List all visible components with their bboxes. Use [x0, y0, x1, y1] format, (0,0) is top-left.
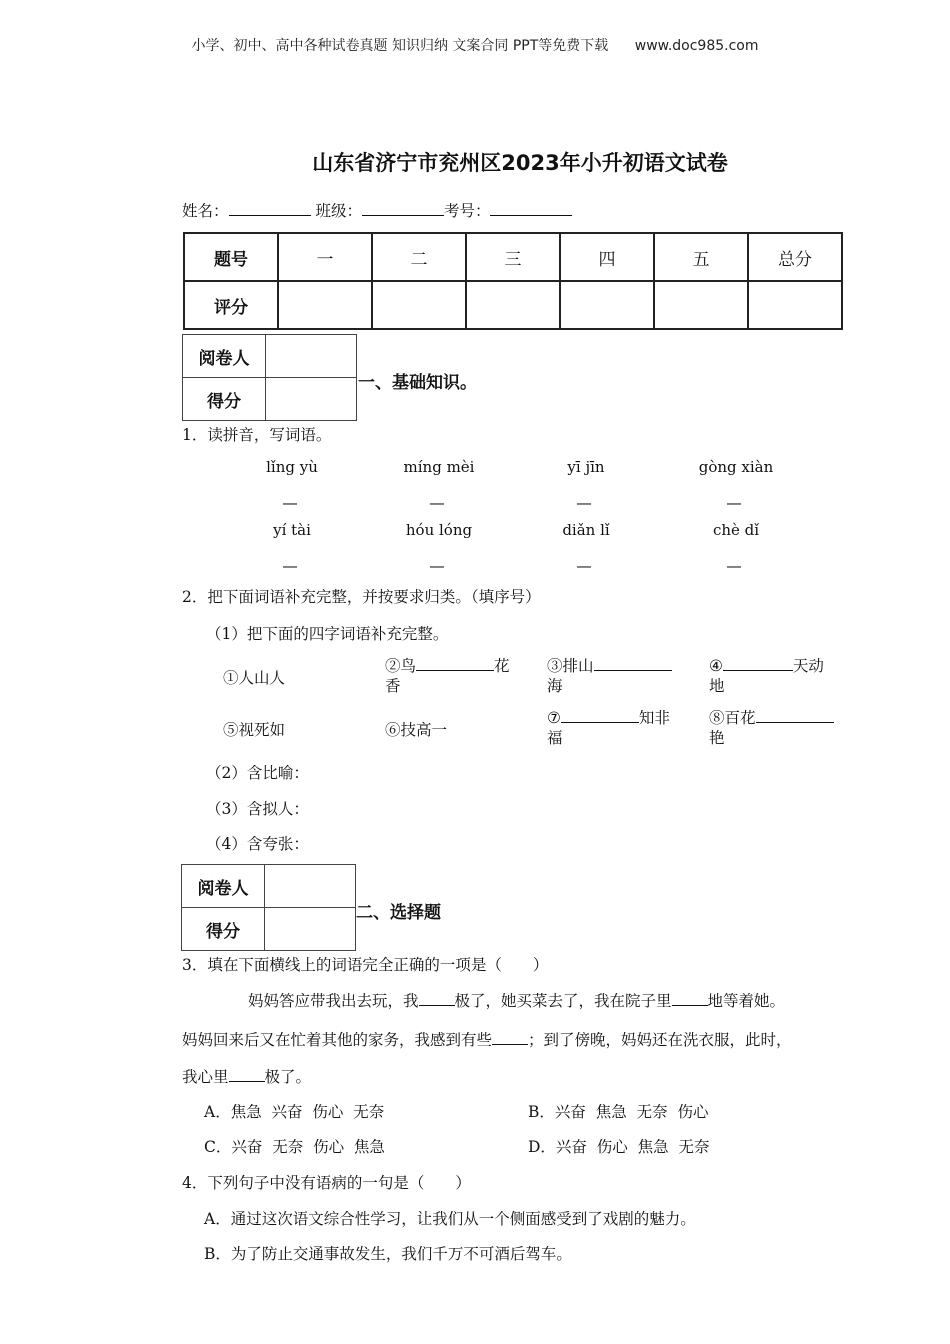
q3-option-a[interactable]: A．焦急 兴奋 伤心 无奈: [204, 1103, 385, 1121]
score-cell[interactable]: [266, 378, 357, 421]
column-total: 总分: [748, 233, 842, 281]
q2-sub1: （1）把下面的四字词语补充完整。: [206, 625, 449, 643]
q4-stem: 4．下列句子中没有语病的一句是（ ）: [182, 1174, 471, 1192]
pinyin: gòng xiàn: [698, 458, 774, 476]
idiom-4: ④ 天动 地: [709, 657, 824, 695]
pinyin: hóu lóng: [405, 521, 473, 539]
q3-option-b[interactable]: B．兴奋 焦急 无奈 伤心: [528, 1103, 709, 1121]
answer-blank[interactable]: [672, 991, 708, 1006]
column-5: 五: [654, 233, 748, 281]
score-cell[interactable]: [466, 281, 560, 329]
q3-passage-line-3: 我心里 极了。: [182, 1068, 312, 1086]
reviewer-box-2: [181, 864, 356, 951]
q2-sub4: （4）含夸张：: [206, 835, 309, 853]
score-cell[interactable]: [265, 908, 356, 951]
reviewer-label: 阅卷人: [183, 335, 266, 378]
q2-stem: 2．把下面词语补充完整，并按要求归类。（填序号）: [182, 588, 541, 606]
score-cell[interactable]: [748, 281, 842, 329]
answer-blank[interactable]: —: [726, 494, 742, 512]
answer-blank[interactable]: —: [726, 557, 742, 575]
idiom-5: ⑤视死如: [223, 721, 286, 739]
q1-stem: 1．读拼音，写词语。: [182, 426, 332, 444]
section-1-title: 一、基础知识。: [358, 373, 477, 393]
idiom-6: ⑥技高一: [385, 721, 448, 739]
score-table-header-row: [184, 233, 842, 281]
score-label: 得分: [182, 908, 265, 951]
idiom-blank[interactable]: [561, 708, 639, 723]
site-link[interactable]: www.doc985.com: [634, 38, 759, 54]
q4-option-a[interactable]: A．通过这次语文综合性学习，让我们从一个侧面感受到了戏剧的魅力。: [204, 1210, 696, 1228]
answer-blank[interactable]: [419, 991, 455, 1006]
column-2: 二: [372, 233, 466, 281]
idiom-blank[interactable]: [594, 656, 672, 671]
reviewer-cell[interactable]: [265, 865, 356, 908]
answer-blank[interactable]: [229, 1067, 265, 1082]
score-cell[interactable]: [278, 281, 372, 329]
idiom-8: ⑧百花 艳: [709, 708, 844, 748]
q3-option-c[interactable]: C．兴奋 无奈 伤心 焦急: [204, 1138, 385, 1156]
q3-stem: 3．填在下面横线上的词语完全正确的一项是（ ）: [182, 956, 549, 974]
idiom-blank[interactable]: [416, 656, 494, 671]
score-cell[interactable]: [654, 281, 748, 329]
class-label: 班级：: [315, 202, 362, 220]
q2-sub3: （3）含拟人：: [206, 800, 309, 818]
column-1: 一: [278, 233, 372, 281]
q4-option-b[interactable]: B．为了防止交通事故发生，我们千万不可酒后驾车。: [204, 1245, 572, 1263]
answer-blank[interactable]: [492, 1030, 528, 1045]
answer-blank[interactable]: —: [282, 557, 298, 575]
score-label: 评分: [184, 281, 278, 329]
q3-option-d[interactable]: D．兴奋 伤心 焦急 无奈: [528, 1138, 710, 1156]
score-cell[interactable]: [372, 281, 466, 329]
score-table-score-row: [184, 281, 842, 329]
column-4: 四: [560, 233, 654, 281]
banner-text: 小学、初中、高中各种试卷真题 知识归纳 文案合同 PPT等免费下载: [191, 38, 609, 54]
idiom-blank[interactable]: [723, 656, 793, 671]
reviewer-cell[interactable]: [266, 335, 357, 378]
student-info-line: [182, 199, 572, 221]
answer-blank[interactable]: —: [282, 494, 298, 512]
name-field[interactable]: [229, 199, 311, 216]
pinyin: lǐng yù: [266, 458, 318, 476]
column-3: 三: [466, 233, 560, 281]
document-title: 山东省济宁市兖州区2023年小升初语文试卷: [312, 151, 728, 175]
answer-blank[interactable]: —: [429, 557, 445, 575]
exam-no-label: 考号：: [443, 202, 491, 220]
idiom-3: ③排山 海: [547, 656, 682, 696]
idiom-7: ⑦ 知非 福: [547, 709, 670, 747]
pinyin: diǎn lǐ: [562, 521, 610, 539]
q3-passage-line-2: 妈妈回来后又在忙着其他的家务，我感到有些 ；到了傍晚，妈妈还在洗衣服，此时，: [182, 1031, 792, 1049]
score-table: [183, 232, 843, 330]
answer-blank[interactable]: —: [429, 494, 445, 512]
score-cell[interactable]: [560, 281, 654, 329]
pinyin: chè dǐ: [712, 521, 760, 539]
score-label: 得分: [183, 378, 266, 421]
question-number-header: 题号: [184, 233, 278, 281]
pinyin: yí tài: [273, 521, 311, 539]
reviewer-box-1: [182, 334, 357, 421]
pinyin: yī jīn: [567, 458, 605, 476]
answer-blank[interactable]: —: [576, 557, 592, 575]
idiom-2: ②鸟 花 香: [385, 657, 510, 695]
q3-passage-line-1: 妈妈答应带我出去玩，我 极了，她买菜去了，我在院子里 地等着她。: [248, 992, 786, 1010]
section-2-title: 二、选择题: [356, 903, 441, 923]
reviewer-label: 阅卷人: [182, 865, 265, 908]
pinyin: míng mèi: [403, 458, 475, 476]
q2-sub2: （2）含比喻：: [206, 764, 309, 782]
answer-blank[interactable]: —: [576, 494, 592, 512]
exam-no-field[interactable]: [490, 199, 572, 216]
idiom-1: ①人山人: [223, 669, 286, 687]
name-label: 姓名：: [182, 202, 229, 220]
class-field[interactable]: [362, 199, 444, 216]
header-banner: [0, 35, 950, 55]
idiom-blank[interactable]: [756, 708, 834, 723]
